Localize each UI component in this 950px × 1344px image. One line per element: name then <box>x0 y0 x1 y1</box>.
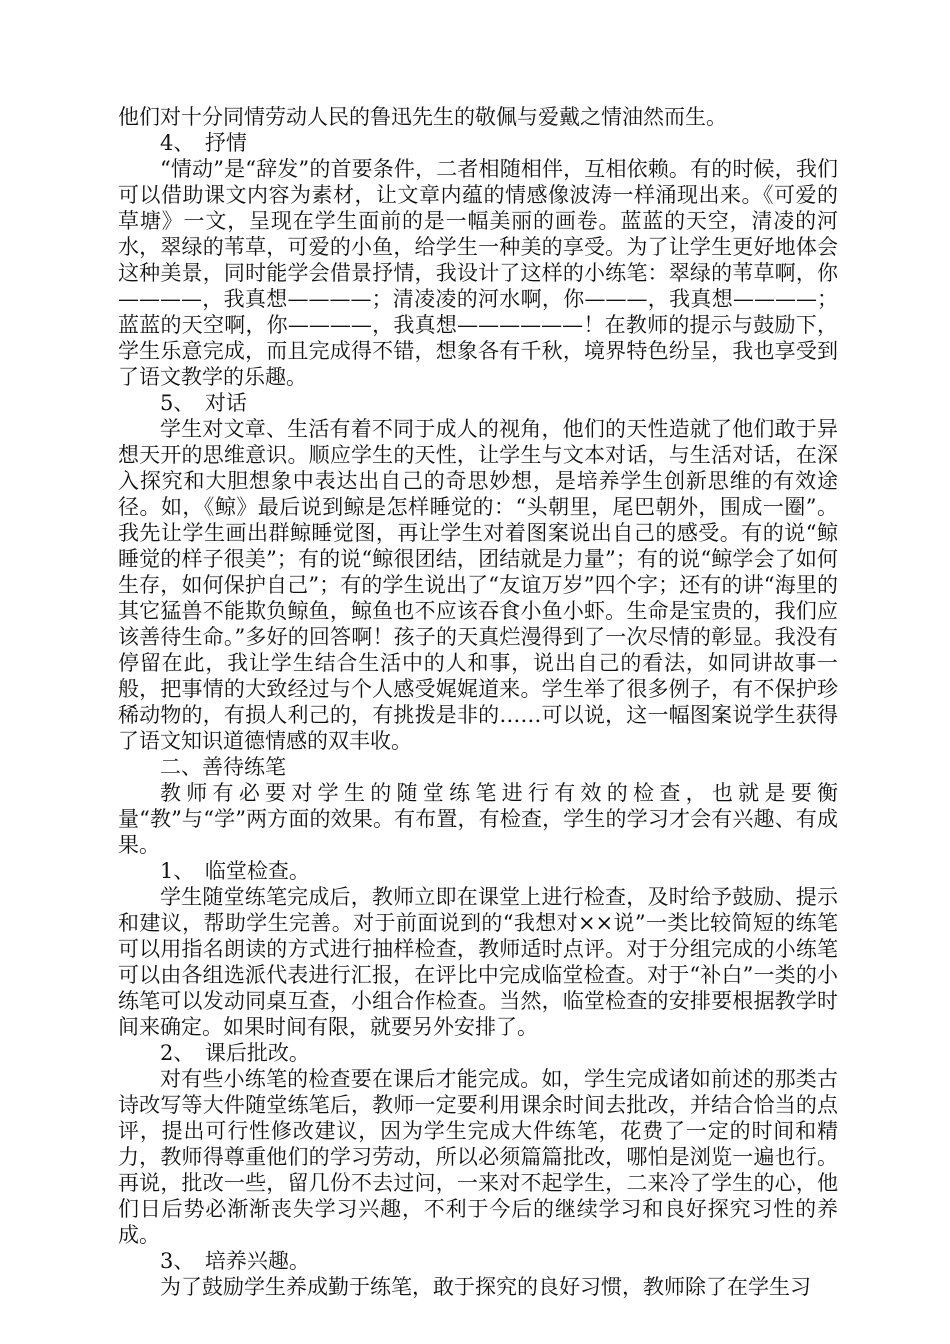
paragraph-dialogue: 学生对文章、生活有着不同于成人的视角，他们的天性造就了他们敢于异想天开的思维意识。顺应学生的天性，让学生与文本对话，与生活对话，在深入探究和大胆想象中表达出自己的奇思妙想，是培养学生创新思维的有效途径。如，《鲸》最后说到鲸是怎样睡觉的：“头朝里，尾巴朝外，围成一圈”。我先让学生画出群鲸睡觉图，再让学生对着图案说出自己的感受。有的说“鲸睡觉的样子很美”；有的说“鲸很团结，团结就是力量”；有的说“鲸学会了如何生存，如何保护自己”；有的学生说出了“友谊万岁”四个字；还有的讲“海里的其它猛兽不能欺负鲸鱼，鲸鱼也不应该吞食小鱼小虾。生命是宝贵的，我们应该善待生命。”多好的回答啊！孩子的天真烂漫得到了一次尽情的彰显。我没有停留在此，我让学生结合生活中的人和事，说出自己的看法，如同讲故事一般，把事情的大致经过与个人感受娓娓道来。学生举了很多例子，有不保护珍稀动物的，有损人利己的，有挑拨是非的……可以说，这一幅图案说学生获得了语文知识道德情感的双丰收。 <box>118 417 838 753</box>
paragraph-cultivate-interest: 为了鼓励学生养成勤于练笔，敢于探究的良好习惯，教师除了在学生习 <box>160 1275 811 1299</box>
heading-dialogue: 5、 对话 <box>160 391 247 415</box>
paragraph-in-class-check: 学生随堂练笔完成后，教师立即在课堂上进行检查，及时给予鼓励、提示和建议，帮助学生完善。对于前面说到的“我想对××说”一类比较简短的练笔可以用指名朗读的方式进行抽样检查，教师适时点评。对于分组完成的小练笔可以由各组选派代表进行汇报，在评比中完成临堂检查。对于“补白”一类的小练笔可以发动同桌互查，小组合作检查。当然，临堂检查的安排要根据教学时间来确定。如果时间有限，就要另外安排了。 <box>118 885 838 1039</box>
heading-treat-practice: 二、善待练笔 <box>160 755 286 779</box>
paragraph-after-class-grading: 对有些小练笔的检查要在课后才能完成。如，学生完成诸如前述的那类古诗改写等大件随堂练笔后，教师一定要利用课余时间去批改，并结合恰当的点评，提出可行性修改建议，因为学生完成大件练笔，花费了一定的时间和精力，教师得尊重他们的学习劳动，所以必须篇篇批改，哪怕是浏览一遍也行。再说，批改一些，留几份不去过问，一来对不起学生，二来冷了学生的心，他们日后势必渐渐丧失学习兴趣，不利于今后的继续学习和良好探究习性的养成。 <box>118 1067 838 1247</box>
paragraph-lyric: “情动”是“辞发”的首要条件，二者相随相伴，互相依赖。有的时候，我们可以借助课文内容为素材，让文章内蕴的情感像波涛一样涌现出来。《可爱的草塘》一文，呈现在学生面前的是一幅美丽的画卷。蓝蓝的天空，清凌的河水，翠绿的苇草，可爱的小鱼，给学生一种美的享受。为了让学生更好地体会这种美景，同时能学会借景抒情，我设计了这样的小练笔：翠绿的苇草啊，你————，我真想————；清凌凌的河水啊，你———，我真想————；蓝蓝的天空啊，你————，我真想——————！在教师的提示与鼓励下，学生乐意完成，而且完成得不错，想象各有千秋，境界特色纷呈，我也享受到了语文教学的乐趣。 <box>118 157 838 389</box>
heading-after-class-grading: 2、 课后批改。 <box>160 1041 310 1065</box>
paragraph-treat-practice: 教师有必要对学生的随堂练笔进行有效的检查，也就是要衡量“教”与“学”两方面的效果。有布置，有检查，学生的学习才会有兴趣、有成果。 <box>118 781 838 857</box>
document-page <box>118 104 838 1300</box>
heading-in-class-check: 1、 临堂检查。 <box>160 859 310 883</box>
heading-cultivate-interest: 3、 培养兴趣。 <box>160 1249 310 1273</box>
heading-lyric: 4、 抒情 <box>160 131 247 155</box>
paragraph-continuation: 他们对十分同情劳动人民的鲁迅先生的敬佩与爱戴之情油然而生。 <box>118 105 727 129</box>
